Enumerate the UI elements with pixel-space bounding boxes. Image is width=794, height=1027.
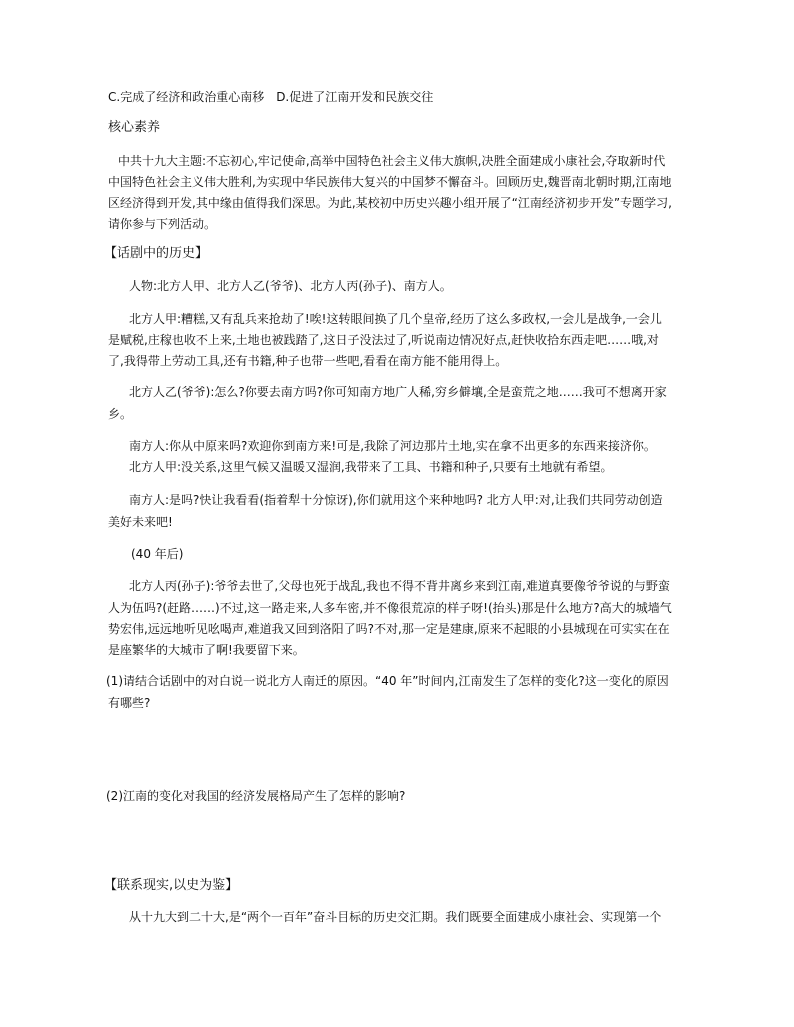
dialogue-s2-line-2: 美好未来吧! xyxy=(108,515,173,529)
dialogue-s1: 南方人:你从中原来吗?欢迎你到南方来!可是,我除了河边那片土地,实在拿不出更多的东西来接济你。 xyxy=(129,439,656,453)
intro-line-2: 中国特色社会主义伟大胜利,为实现中华民族伟大复兴的中国梦不懈奋斗。回顾历史,魏晋南北朝时期,江南地 xyxy=(108,175,672,189)
dialogue-a1-line-3: 了,我得带上劳动工具,还有书籍,种子也带一些吧,看看在南方能不能用得上。 xyxy=(108,354,508,368)
dialogue-a1-line-2: 是赋税,庄稼也收不上来,土地也被践踏了,这日子没法过了,听说南边情况好点,赶快收拾东西走吧……哦,对 xyxy=(108,333,659,347)
dialogue-c1-line-3: 势宏伟,远远地听见吆喝声,难道我又回到洛阳了吗?不对,那一定是建康,原来不起眼的小县城现在可实实在在 xyxy=(108,622,670,636)
dialogue-c1-line-1: 北方人丙(孙子):爷爷去世了,父母也死于战乱,我也不得不背井离乡来到江南,难道真要像爷爷说的与野蛮 xyxy=(129,579,670,593)
dialogue-a2: 北方人甲:没关系,这里气候又温暖又湿润,我带来了工具、书籍和种子,只要有土地就有希望。 xyxy=(129,460,613,474)
dialogue-a1-line-1: 北方人甲:糟糕,又有乱兵来抢劫了!唉!这转眼间换了几个皇帝,经历了这么多政权,一会儿是战争,一会儿 xyxy=(129,312,662,326)
forty-years-later: (40 年后) xyxy=(131,547,184,561)
question-1-line-2: 有哪些? xyxy=(108,696,151,710)
dialogue-b1-line-1: 北方人乙(爷爷):怎么?你要去南方吗?你可知南方地广人稀,穷乡僻壤,全是蛮荒之地……我可不想离开家 xyxy=(129,385,667,399)
intro-line-1: 中共十九大主题:不忘初心,牢记使命,高举中国特色社会主义伟大旗帜,决胜全面建成小康社会,夺取新时代 xyxy=(118,154,666,168)
section-title-drama: 【话剧中的历史】 xyxy=(104,246,209,261)
intro-line-4: 请你参与下列活动。 xyxy=(108,217,217,231)
heading-core-literacy: 核心素养 xyxy=(108,120,161,135)
dialogue-b1-line-2: 乡。 xyxy=(108,407,133,421)
characters-line: 人物:北方人甲、北方人乙(爷爷)、北方人丙(孙子)、南方人。 xyxy=(129,279,452,293)
dialogue-c1-line-2: 人为伍吗?(赶路……)不过,这一路走来,人多车密,并不像很荒凉的样子呀!(抬头)那是什么地方?高大的城墙气 xyxy=(108,601,672,615)
question-2: (2)江南的变化对我国的经济发展格局产生了怎样的影响? xyxy=(106,789,406,803)
question-1-line-1: (1)请结合话剧中的对白说一说北方人南迁的原因。“40 年”时间内,江南发生了怎样的变化?这一变化的原因 xyxy=(106,674,669,688)
final-paragraph-line-1: 从十九大到二十大,是“两个一百年”奋斗目标的历史交汇期。我们既要全面建成小康社会、实现第一个 xyxy=(129,910,662,924)
intro-line-3: 区经济得到开发,其中缘由值得我们深思。为此,某校初中历史兴趣小组开展了“江南经济初步开发”专题学习, xyxy=(108,196,672,210)
section-title-reality: 【联系现实,以史为鉴】 xyxy=(104,878,239,893)
dialogue-s2-line-1: 南方人:是吗?快让我看看(指着犁十分惊讶),你们就用这个来种地吗? 北方人甲:对,让我们共同劳动创造 xyxy=(129,493,663,507)
dialogue-c1-line-4: 是座繁华的大城市了啊!我要留下来。 xyxy=(108,643,305,657)
answer-options-line: C.完成了经济和政治重心南移 D.促进了江南开发和民族交往 xyxy=(108,90,434,104)
